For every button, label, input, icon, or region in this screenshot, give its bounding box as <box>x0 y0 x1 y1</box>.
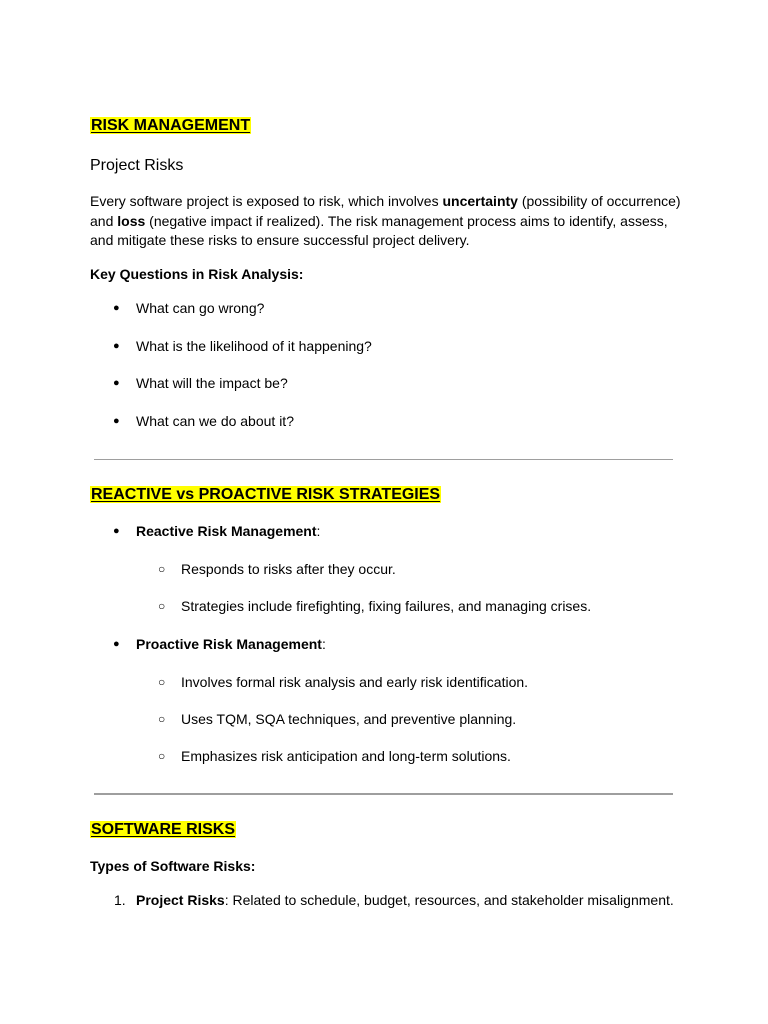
bullet-icon: ● <box>113 377 120 389</box>
question-item: What can go wrong? <box>136 300 265 316</box>
heading-software-risks <box>90 820 236 840</box>
types-label: Types of Software Risks: <box>90 858 256 874</box>
question-item: What will the impact be? <box>136 375 288 391</box>
proactive-label-line <box>136 635 326 653</box>
question-item: What is the likelihood of it happening? <box>136 338 372 354</box>
sub-bullet-icon: ○ <box>158 675 166 689</box>
sub-bullet-icon: ○ <box>158 599 166 613</box>
bullet-icon: ● <box>113 525 120 537</box>
heading-strategies <box>90 485 441 505</box>
sub-bullet-icon: ○ <box>158 562 166 576</box>
section-divider <box>94 459 673 460</box>
bullet-icon: ● <box>113 302 120 314</box>
bullet-icon: ● <box>113 638 120 650</box>
sub-bullet-icon: ○ <box>158 712 166 726</box>
question-item: What can we do about it? <box>136 413 294 429</box>
proactive-point: Involves formal risk analysis and early risk identification. <box>181 674 529 690</box>
list-number: 1. <box>114 892 126 908</box>
reactive-point: Strategies include firefighting, fixing failures, and managing crises. <box>181 598 592 614</box>
risk-type-item <box>136 891 674 909</box>
reactive-label-line <box>136 522 320 540</box>
intro-text-3: (negative impact if realized). The risk management process aims to identify, assess, and mitigate these risks to ensure successful project delivery. <box>90 212 668 248</box>
proactive-label: Proactive Risk Management <box>136 636 322 652</box>
heading-risk-management-text: RISK MANAGEMENT <box>91 117 251 134</box>
proactive-point: Uses TQM, SQA techniques, and preventive planning. <box>181 711 517 727</box>
intro-text-1: Every software project is exposed to risk, which involves <box>90 193 443 209</box>
reactive-label: Reactive Risk Management <box>136 523 317 539</box>
subheading-project-risks: Project Risks <box>90 157 184 174</box>
bullet-icon: ● <box>113 340 120 352</box>
risk-type-name: Project Risks <box>136 892 225 908</box>
reactive-suffix: : <box>316 523 321 539</box>
bullet-icon: ● <box>113 415 120 427</box>
heading-risk-management <box>90 116 251 136</box>
heading-software-risks-text: SOFTWARE RISKS <box>91 821 236 838</box>
proactive-suffix: : <box>321 636 326 652</box>
key-questions-label: Key Questions in Risk Analysis: <box>90 266 304 282</box>
heading-strategies-text: REACTIVE vs PROACTIVE RISK STRATEGIES <box>91 486 441 503</box>
intro-paragraph <box>90 192 690 251</box>
intro-text-2: (possibility of occurrence) and <box>90 193 681 229</box>
intro-bold-loss: loss <box>117 212 146 229</box>
sub-bullet-icon: ○ <box>158 749 166 763</box>
risk-type-description: : Related to schedule, budget, resources, and stakeholder misalignment. <box>224 892 674 908</box>
section-divider <box>94 793 673 795</box>
intro-bold-uncertainty: uncertainty <box>442 193 518 209</box>
proactive-point: Emphasizes risk anticipation and long-term solutions. <box>181 748 511 764</box>
reactive-point: Responds to risks after they occur. <box>181 561 396 577</box>
